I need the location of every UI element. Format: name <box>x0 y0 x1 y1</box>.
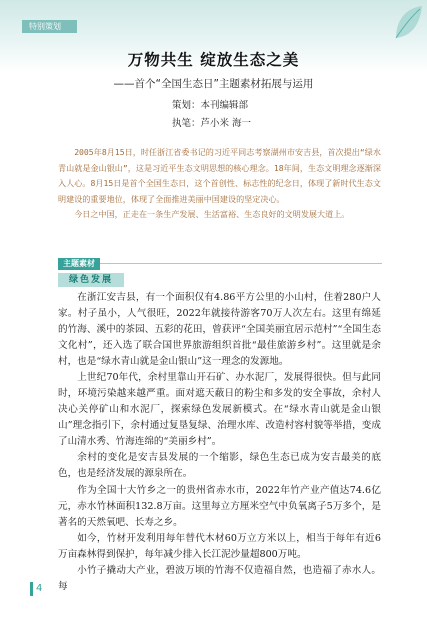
body-paragraph: 小竹子撬动大产业，碧波万顷的竹海不仅造福自然，也造福了赤水人。每 <box>58 565 381 592</box>
section-label: 特别策划 <box>22 20 77 33</box>
article-title: 万物共生 绽放生态之美 <box>127 50 300 69</box>
intro-paragraph: 今日之中国，正走在一条生产发展、生活富裕、生态良好的文明发展大道上。 <box>74 209 350 219</box>
planner-credit: 策划：本刊编辑部 <box>172 100 249 111</box>
intro-paragraph: 2005年8月15日，时任浙江省委书记的习近平同志考察湖州市安吉县，首次提出“绿水青山就是金山银山”，这是习近平生态文明思想的核心理念。18年间，生态文明理念逐渐深入人心。8月15日是首个全国生态日，这个首创性、标志性的纪念日，体现了新时代生态文明建设的重要地位，体现了全面推进美丽中国建设的坚定决心。 <box>58 147 381 204</box>
writer-credit: 执笔：芦小米 海一 <box>172 118 252 129</box>
body-paragraph: 如今，竹材开发利用每年替代木材60万立方米以上，相当于每年有近6万亩森林得到保护，每年减少排入长江泥沙量超800万吨。 <box>58 533 381 560</box>
body-block-a <box>58 290 381 482</box>
body-paragraph: 在浙江安吉县，有一个面积仅有4.86平方公里的小山村，住着280户人家。村子虽小，人气很旺，2022年就接待游客70万人次左右。这里有绵延的竹海、溪中的茶园、五彩的花田，曾获评“全国美丽宜居示范村”“全国生态文化村”，还入选了联合国世界旅游组织首批“最佳旅游乡村”。这里就是余村，也是“绿水青山就是金山银山”这一理念的发源地。 <box>58 292 381 367</box>
page-number-bar <box>30 582 33 596</box>
body-block-b <box>58 483 381 595</box>
green-development-tag: 绿色发展 <box>58 273 124 287</box>
article-subtitle: ——首个“全国生态日”主题素材拓展与运用 <box>113 78 314 90</box>
page-number: 4 <box>36 583 43 594</box>
body-paragraph: 余村的变化是安吉县发展的一个缩影，绿色生态已成为安吉最美的底色，也是经济发展的源泉所在。 <box>58 452 381 479</box>
theme-divider <box>100 263 382 264</box>
leaf-icon <box>390 4 424 42</box>
intro-section <box>58 145 381 223</box>
body-paragraph: 作为全国十大竹乡之一的贵州省赤水市，2022年竹产业产值达74.6亿元，赤水竹林面积132.8万亩。这里每立方厘米空气中负氧离子5万多个，是著名的天然氧吧、长寿之乡。 <box>58 485 381 528</box>
theme-tag: 主题素材 <box>58 258 100 270</box>
body-paragraph: 上世纪70年代，余村里靠山开石矿、办水泥厂，发展得很快。但与此同时，环境污染越来越严重。面对遮天蔽日的粉尘和多发的安全事故，余村人决心关停矿山和水泥厂，探索绿色发展新模式。在“绿水青山就是金山银山”理念指引下，余村通过复垦复绿、治理水库、改造村容村貌等举措，变成了山清水秀、竹海连绵的“美丽乡村”。 <box>58 372 381 447</box>
